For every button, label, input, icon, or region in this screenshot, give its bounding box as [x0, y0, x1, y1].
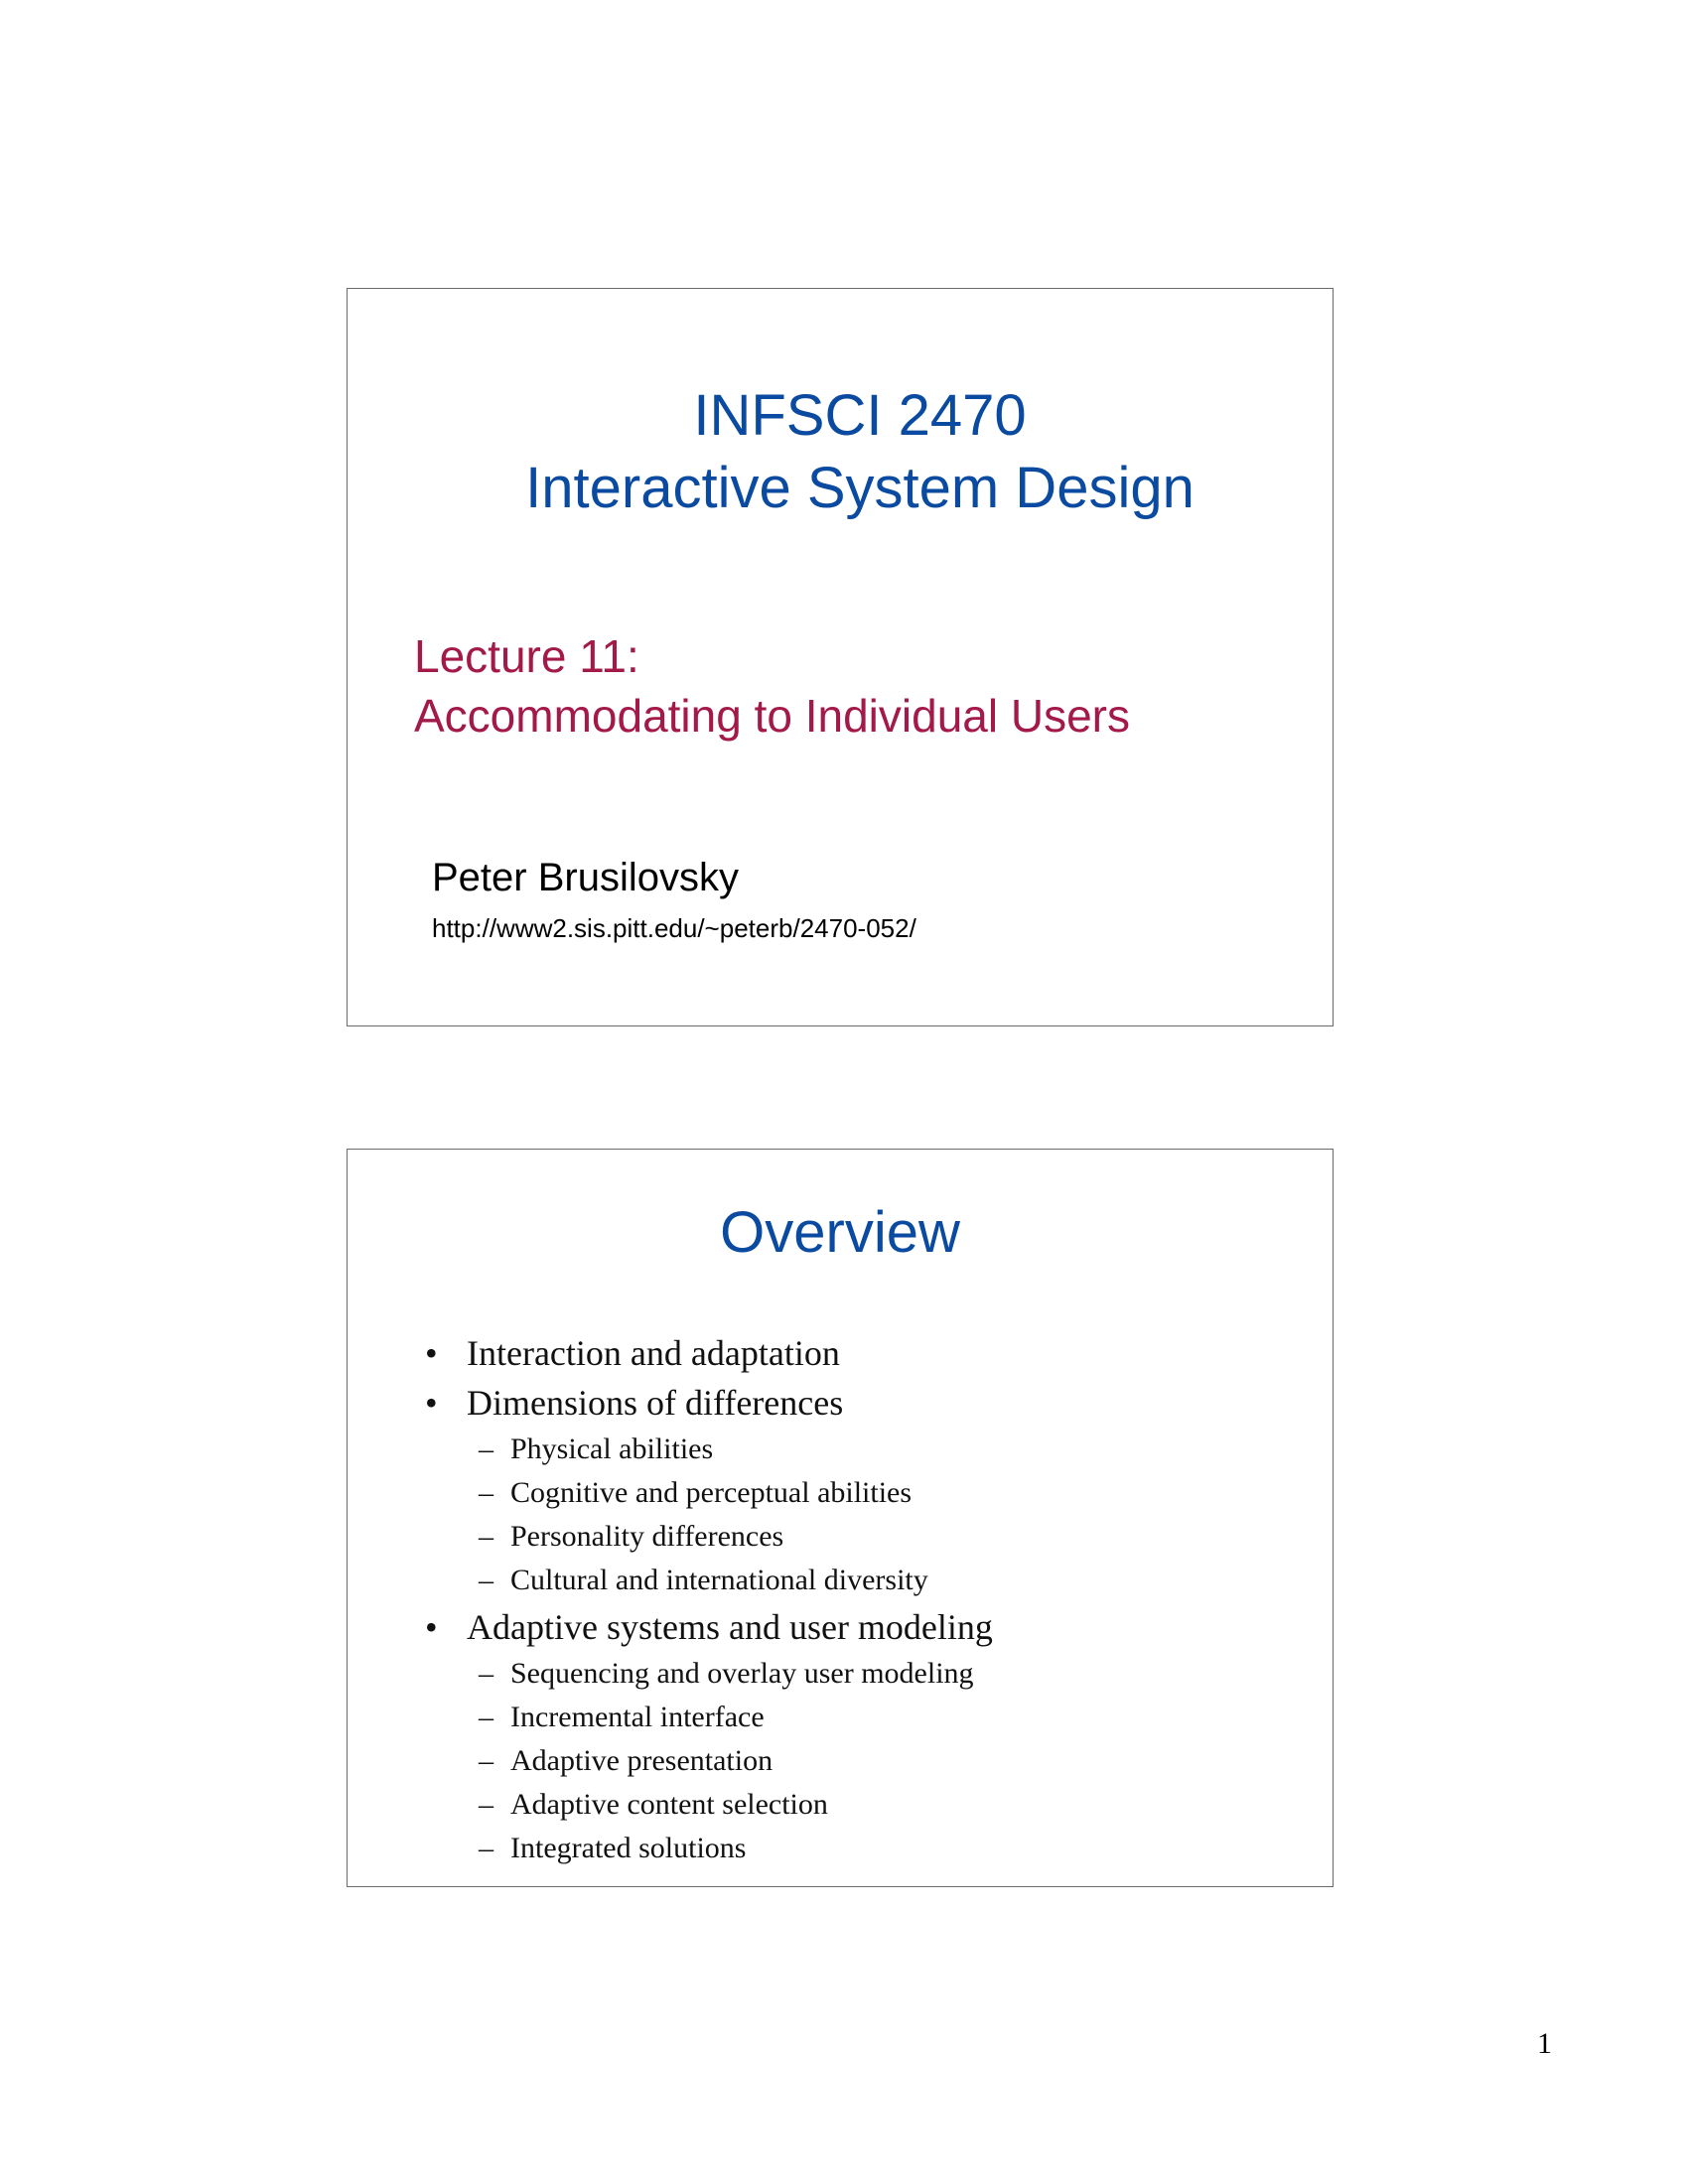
sub-list-item-text: Physical abilities: [510, 1433, 714, 1465]
overview-list: [348, 1328, 1333, 1870]
overview-slide: [347, 1149, 1334, 1887]
sub-list-item-text: Adaptive presentation: [510, 1744, 774, 1777]
bullet-icon: •: [425, 1383, 438, 1423]
course-code-title: INFSCI 2470: [693, 383, 1027, 448]
lecture-number: Lecture 11:: [414, 630, 639, 682]
list-item: [348, 1602, 1333, 1652]
course-url: http://www2.sis.pitt.edu/~peterb/2470-052/: [432, 913, 916, 943]
list-item-text: Dimensions of differences: [467, 1383, 844, 1423]
sub-list-item-text: Integrated solutions: [510, 1832, 747, 1864]
list-item: [348, 1328, 1333, 1378]
sub-list-item: [348, 1739, 1333, 1783]
dash-icon: –: [479, 1788, 493, 1821]
dash-icon: –: [479, 1564, 493, 1596]
dash-icon: –: [479, 1520, 493, 1553]
dash-icon: –: [479, 1657, 493, 1690]
sub-list-item: [348, 1696, 1333, 1739]
list-item-text: Interaction and adaptation: [467, 1333, 840, 1373]
page-number: 1: [1537, 2027, 1552, 2060]
author-name: Peter Brusilovsky: [432, 856, 739, 899]
sub-list-item-text: Sequencing and overlay user modeling: [510, 1657, 974, 1690]
course-name-title: Interactive System Design: [525, 456, 1195, 520]
dash-icon: –: [479, 1832, 493, 1864]
sub-list-item: [348, 1471, 1333, 1515]
lecture-topic: Accommodating to Individual Users: [414, 690, 1130, 742]
sub-list-item-text: Personality differences: [510, 1520, 784, 1553]
sub-list-item-text: Cognitive and perceptual abilities: [510, 1476, 913, 1509]
sub-list-item: [348, 1428, 1333, 1471]
list-item-text: Adaptive systems and user modeling: [467, 1607, 993, 1647]
sub-list-item: [348, 1783, 1333, 1827]
sub-list-item-text: Cultural and international diversity: [510, 1564, 928, 1596]
list-item: [348, 1378, 1333, 1428]
title-slide: [347, 288, 1334, 1026]
bullet-icon: •: [425, 1333, 438, 1373]
dash-icon: –: [479, 1744, 493, 1777]
sub-list-item: [348, 1559, 1333, 1602]
dash-icon: –: [479, 1476, 493, 1509]
overview-title: Overview: [720, 1200, 960, 1265]
sub-list-item: [348, 1827, 1333, 1870]
bullet-icon: •: [425, 1607, 438, 1647]
dash-icon: –: [479, 1701, 493, 1733]
sub-list-item-text: Adaptive content selection: [510, 1788, 828, 1821]
sub-list-item: [348, 1652, 1333, 1696]
dash-icon: –: [479, 1433, 493, 1465]
sub-list-item: [348, 1515, 1333, 1559]
sub-list-item-text: Incremental interface: [510, 1701, 765, 1733]
